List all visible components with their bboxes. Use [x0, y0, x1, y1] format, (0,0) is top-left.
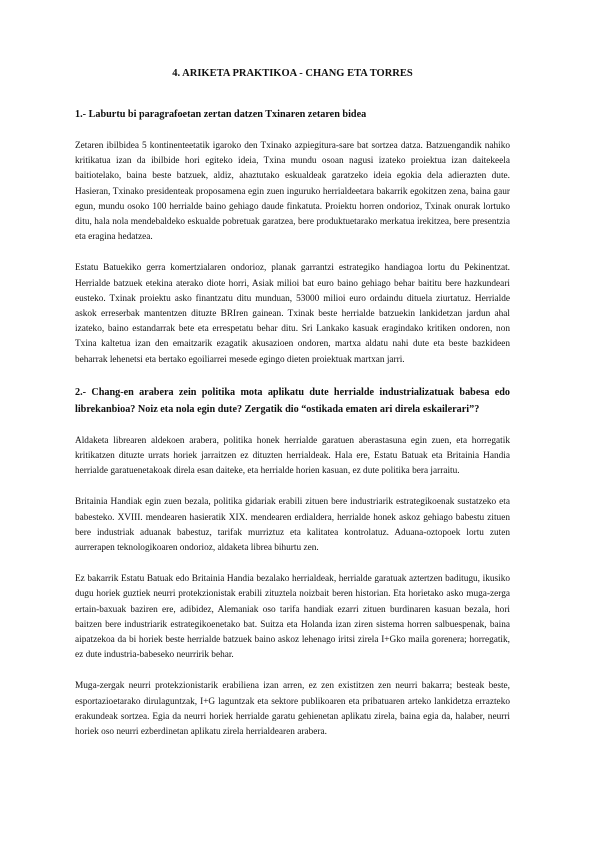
section-2-paragraph-3: Ez bakarrik Estatu Batuak edo Britainia Handia bezalako herrialdeak, herrialde garatuak aztertzen baditugu, ikusiko dugu horiek guztiek neurri protekzionistak erabili zituztela noizbait beren historian. Eta horietako asko muga-zerga ertain-baxuak baziren ere, adibidez, Alemaniak oso tarifa handiak ezarri zituen burdinaren kasuan bezala, hori baitzen bere industriarik estrategikoenetako bat. Suitza eta Holanda izan ziren sistema horren salbuespenak, baina aipatzekoa da bi horiek beste herrialde batzuek baino askoz lehenago iritsi zirela I+Gko maila gorenera; horregatik, ez dute industria-babeseko neurririk behar.: [75, 574, 510, 661]
section-2-heading: 2.- Chang-en arabera zein politika mota aplikatu dute herrialde industrializatuak babesa edo librekanbioa? Noiz eta nola egin dute? Zergatik dio “ostikada ematen ari direla eskailerari”?: [75, 386, 510, 415]
document-title: 4. ARIKETA PRAKTIKOA - CHANG ETA TORRES: [172, 68, 413, 79]
section-1-paragraph-1: Zetaren ibilbidea 5 kontinenteetatik igaroko den Txinako azpiegitura-sare bat sortzea datza. Batzuengandik nahiko kritikatua izan da ibilbide hori egiteko ideia, Txina mundu osoan nagusi izateko proiektua izan daitekeela baitiotelako, baina beste batzuek, aldiz, ahaztutako eskualdeak garatzeko ideia egokia dela adierazten dute. Hasieran, Txinako presidenteak proposamena egin zuen inguruko herrialdeetara bakarrik egokitzen zena, baina gaur egun, mundu osoko 100 herrialde baino gehiago daude finkatuta. Proiektu horren ondorioz, Txinak onurak lortuko ditu, hala nola mendebaldeko eskualde pobretuak garatzea, bere produktuetarako merkatua irekitzea, bere presentzia eta eragina hedatzea.: [75, 141, 510, 243]
section-2-paragraph-2: Britainia Handiak egin zuen bezala, politika gidariak erabili zituen bere industriarik estrategikoenak sustatzeko eta babesteko. XVIII. mendearen hasieratik XIX. mendearen erdialdera, herrialde honek askoz gehiago babestu zituen bere industriak aduanak babestuz, tarifak murriztuz eta kalitatea kontrolatuz. Aduana-oztopoek lortu zuten aurrerapen teknologikoaren ondorioz, aldaketa librea bihurtu zen.: [75, 497, 510, 554]
section-2-paragraph-4: Muga-zergak neurri protekzionistarik erabiliena izan arren, ez zen existitzen zen neurri bakarra; besteak beste, esportazioetarako dirulaguntzak, I+G laguntzak eta sektore publikoaren eta pribatuaren arteko lankidetza errazteko erakundeak sortzea. Egia da neurri horiek herrialde garatu gehienetan aplikatu zirela, baina egia da, halaber, neurri horiek oso neurri ezberdinetan aplikatu zirela herrialdearen arabera.: [75, 681, 510, 738]
section-1-heading: 1.- Laburtu bi paragrafoetan zertan datzen Txinaren zetaren bidea: [75, 109, 367, 120]
section-2-paragraph-1: Aldaketa librearen aldekoen arabera, politika honek herrialde garatuen aberastasuna egin zuen, eta horregatik kritikatzen dituzte urrats horiek jarraitzen ez dituzten herrialdeak. Hala ere, Estatu Batuak eta Britainia Handia herrialde garatuenetakoak direla esan daiteke, eta herrialde horien kasuan, ez dute politika bera jarraitu.: [75, 435, 510, 477]
section-1-paragraph-2: Estatu Batuekiko gerra komertzialaren ondorioz, planak garrantzi estrategiko handiagoa lortu du Pekinentzat. Herrialde batzuek etekina aterako diote horri, Asiak milioi bat euro baino gehiago behar baititu bere hazkundeari eusteko. Txinak proiektu asko finantzatu ditu munduan, 53000 milioi euro ordaindu dituela ziurtatuz. Herrialde askok erreserbak mantentzen dituzte BRIren gainean. Txinak beste herrialde batzuekin lankidetzan jardun ahal izateko, baino estandarrak bete eta errespetatu behar ditu. Sri Lankako kasuak eragindako kritiken ondoren, non Txina kaltetua izan den emaitzarik ezagatik akusazioen ondoren, martxa aldatu nahi dute eta beste bazkideen beharrak lehenetsi eta bertako egoiliarrei mesede egingo dieten proiektuak martxan jarri.: [75, 263, 510, 365]
